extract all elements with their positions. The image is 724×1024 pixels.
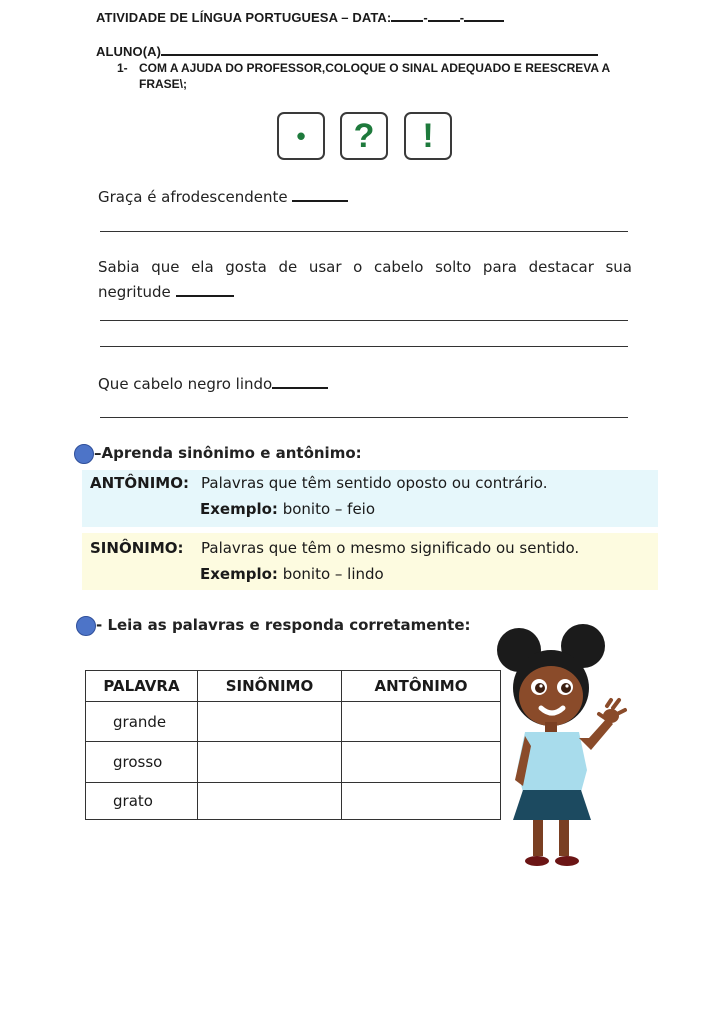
- exclamation-mark-icon: !: [422, 116, 434, 155]
- instruction-line: FRASE\;: [139, 77, 187, 91]
- sinonimo-example: [200, 565, 384, 583]
- worksheet-header: [96, 10, 504, 25]
- skirt-icon: [513, 790, 591, 820]
- antonym-answer-cell[interactable]: [342, 742, 501, 783]
- sentence-text: negritude: [98, 283, 171, 301]
- word-cell: grato: [86, 783, 198, 820]
- question-mark-icon: ?: [353, 116, 375, 155]
- waving-hand-icon: [603, 709, 619, 723]
- question-1-instruction: [139, 60, 699, 92]
- section-3-title: - Leia as palavras e responda corretamente:: [96, 616, 471, 634]
- column-header-sinonimo: SINÔNIMO: [198, 671, 342, 702]
- synonym-answer-cell[interactable]: [198, 742, 342, 783]
- worksheet-title: ATIVIDADE DE LÍNGUA PORTUGUESA – DATA:: [96, 10, 392, 25]
- antonimo-box: [82, 470, 658, 527]
- waving-girl-illustration: [495, 620, 635, 875]
- word-cell: grosso: [86, 742, 198, 783]
- table-row: [86, 783, 501, 820]
- instruction-line: COM A AJUDA DO PROFESSOR,COLOQUE O SINAL ADEQUADO E REESCREVA A: [139, 61, 611, 75]
- antonym-answer-cell[interactable]: [342, 783, 501, 820]
- student-name-blank[interactable]: [161, 54, 598, 56]
- synonym-answer-cell[interactable]: [198, 702, 342, 742]
- example-label: Exemplo:: [200, 565, 278, 583]
- date-separator: -: [423, 10, 428, 25]
- date-separator: -: [459, 10, 465, 25]
- rewrite-line[interactable]: [100, 320, 628, 321]
- sentence-2-line-2: [98, 283, 234, 301]
- exclamation-sign-box: [404, 112, 452, 160]
- section-number-circle: [76, 616, 96, 636]
- example-text: bonito – feio: [282, 500, 376, 518]
- date-year-blank[interactable]: [464, 20, 504, 22]
- antonimo-definition: Palavras que têm sentido oposto ou contrário.: [201, 474, 548, 492]
- table-row: [86, 742, 501, 783]
- student-name-row: [96, 44, 598, 59]
- example-text: bonito – lindo: [282, 565, 384, 583]
- sentence-2-line-1: Sabia que ela gosta de usar o cabelo solto para destacar sua: [98, 258, 632, 276]
- section-number-circle: [74, 444, 94, 464]
- date-day-blank[interactable]: [391, 20, 423, 22]
- table-header-row: [86, 671, 501, 702]
- question-1-number: 1-: [117, 61, 128, 75]
- period-sign-box: [277, 112, 325, 160]
- sinonimo-box: [82, 533, 658, 590]
- word-cell: grande: [86, 702, 198, 742]
- antonym-answer-cell[interactable]: [342, 702, 501, 742]
- table-row: [86, 702, 501, 742]
- punctuation-blank[interactable]: [292, 200, 348, 202]
- sentence-text: Que cabelo negro lindo: [98, 375, 273, 393]
- synonym-answer-cell[interactable]: [198, 783, 342, 820]
- rewrite-line[interactable]: [100, 417, 628, 418]
- sentence-text: Graça é afrodescendente: [98, 188, 288, 206]
- sinonimo-term: SINÔNIMO:: [90, 539, 184, 557]
- question-sign-box: [340, 112, 388, 160]
- face-icon: [519, 666, 583, 726]
- sentence-3: [98, 375, 328, 393]
- rewrite-line[interactable]: [100, 231, 628, 232]
- synonym-antonym-table: [85, 670, 501, 820]
- example-label: Exemplo:: [200, 500, 278, 518]
- column-header-antonimo: ANTÔNIMO: [342, 671, 501, 702]
- student-label: ALUNO(A): [96, 44, 162, 59]
- punctuation-blank[interactable]: [176, 295, 234, 297]
- date-month-blank[interactable]: [428, 20, 460, 22]
- period-icon: •: [296, 120, 306, 151]
- column-header-palavra: PALAVRA: [86, 671, 198, 702]
- sinonimo-definition: Palavras que têm o mesmo significado ou sentido.: [201, 539, 580, 557]
- punctuation-blank[interactable]: [272, 387, 328, 389]
- antonimo-example: [200, 500, 375, 518]
- antonimo-term: ANTÔNIMO:: [90, 474, 189, 492]
- section-2-title: –Aprenda sinônimo e antônimo:: [94, 444, 362, 462]
- rewrite-line[interactable]: [100, 346, 628, 347]
- sentence-1: [98, 188, 348, 206]
